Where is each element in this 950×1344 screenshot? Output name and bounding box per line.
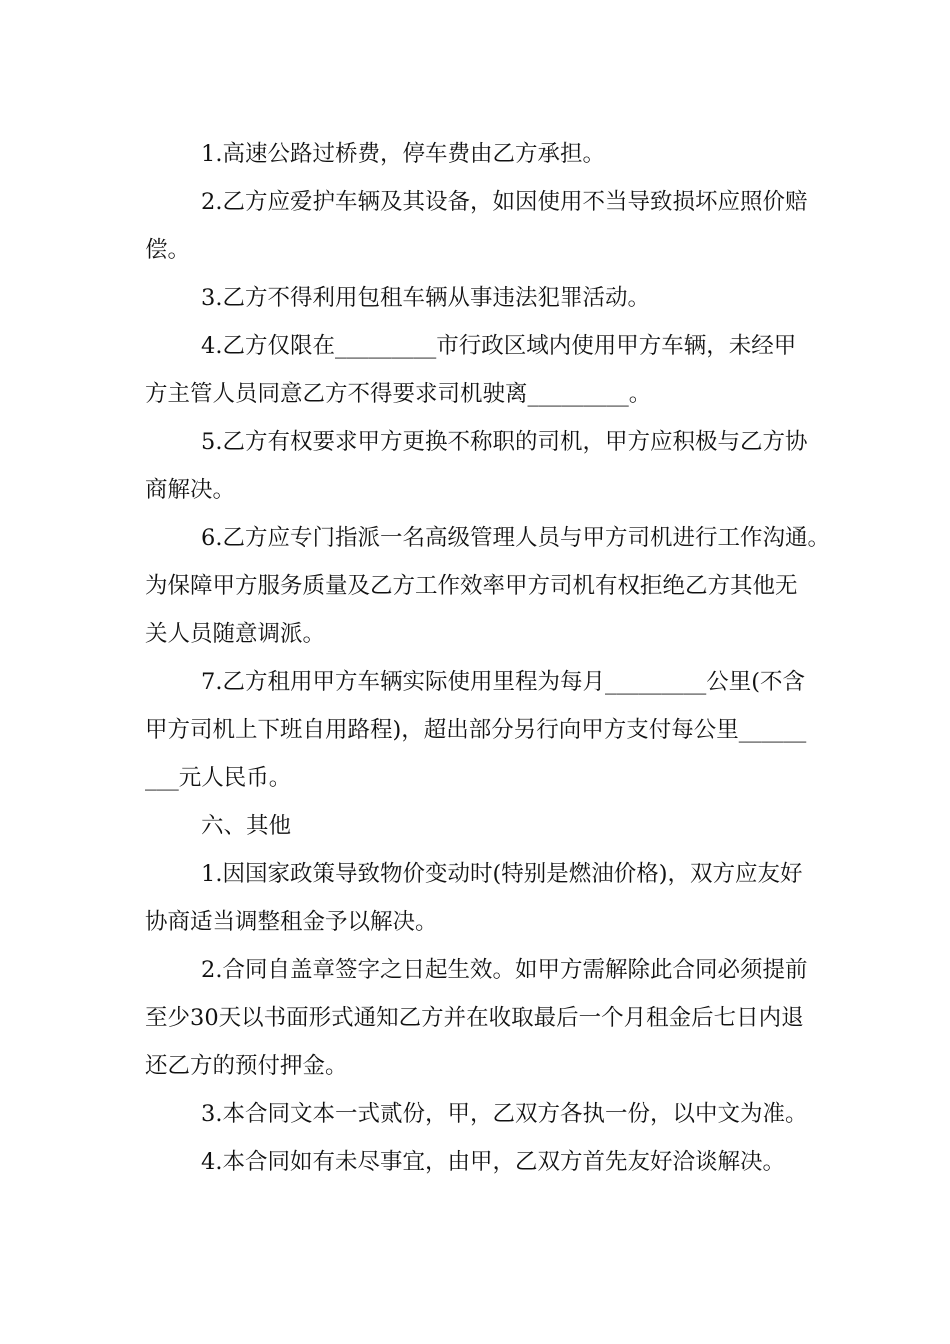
- clause-5-1: [145, 130, 815, 178]
- paragraph-line: 1.因国家政策导致物价变动时(特别是燃油价格)，双方应友好: [201, 861, 803, 887]
- clause-6-4: [145, 1138, 815, 1186]
- paragraph-line: 关人员随意调派。: [145, 621, 326, 647]
- paragraph-line: 3.本合同文本一式贰份，甲，乙双方各执一份，以中文为准。: [201, 1101, 808, 1127]
- paragraph-line: 商解决。: [145, 477, 236, 503]
- paragraph-line: 方主管人员同意乙方不得要求司机驶离_________。: [145, 381, 652, 407]
- clause-6-2: [145, 946, 815, 1090]
- clause-5-4: [145, 322, 815, 418]
- paragraph-line: 4.本合同如有未尽事宜，由甲，乙双方首先友好洽谈解决。: [201, 1149, 785, 1175]
- clause-5-2: [145, 178, 815, 274]
- section-heading-other: [145, 802, 815, 850]
- paragraph-line: 还乙方的预付押金。: [145, 1053, 348, 1079]
- paragraph-line: 为保障甲方服务质量及乙方工作效率甲方司机有权拒绝乙方其他无: [145, 573, 798, 599]
- paragraph-line: 1.高速公路过桥费，停车费由乙方承担。: [201, 141, 605, 167]
- document-body: [145, 130, 830, 1186]
- paragraph-line: 3.乙方不得利用包租车辆从事违法犯罪活动。: [201, 285, 650, 311]
- paragraph-line: 6.乙方应专门指派一名高级管理人员与甲方司机进行工作沟通。: [201, 525, 830, 551]
- clause-6-3: [145, 1090, 815, 1138]
- clause-5-3: [145, 274, 815, 322]
- clause-5-7: [145, 658, 815, 802]
- paragraph-line: 2.乙方应爱护车辆及其设备，如因使用不当导致损坏应照价赔: [201, 189, 808, 215]
- paragraph-line: 7.乙方租用甲方车辆实际使用里程为每月_________公里(不含: [201, 669, 805, 695]
- clause-5-5: [145, 418, 815, 514]
- paragraph-line: 至少30天以书面形式通知乙方并在收取最后一个月租金后七日内退: [145, 1005, 804, 1031]
- paragraph-line: 5.乙方有权要求甲方更换不称职的司机，甲方应积极与乙方协: [201, 429, 808, 455]
- clause-5-6: [145, 514, 830, 658]
- section-heading: 六、其他: [201, 813, 292, 839]
- paragraph-line: 甲方司机上下班自用路程)，超出部分另行向甲方支付每公里______: [145, 717, 807, 743]
- paragraph-line: 偿。: [145, 237, 191, 263]
- clause-6-1: [145, 850, 815, 946]
- paragraph-line: 4.乙方仅限在_________市行政区域内使用甲方车辆，未经甲: [201, 333, 797, 359]
- paragraph-line: 2.合同自盖章签字之日起生效。如甲方需解除此合同必须提前: [201, 957, 808, 983]
- paragraph-line: 协商适当调整租金予以解决。: [145, 909, 438, 935]
- paragraph-line: ___元人民币。: [145, 765, 292, 791]
